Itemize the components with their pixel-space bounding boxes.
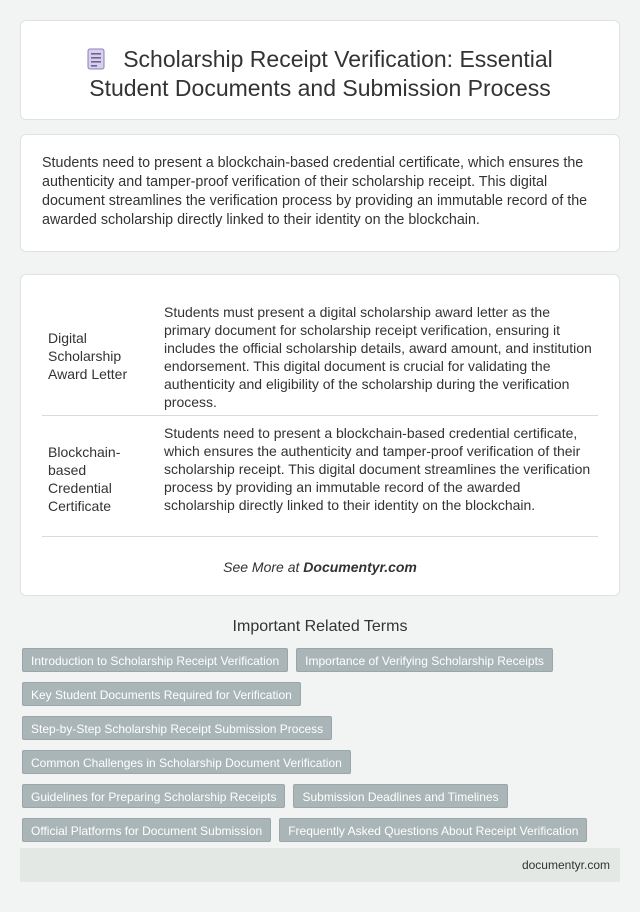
see-more-link[interactable] xyxy=(21,559,619,575)
table-row xyxy=(42,295,598,416)
see-more-site[interactable]: Documentyr.com xyxy=(303,559,417,575)
page-title-text: Scholarship Receipt Verification: Essential Student Documents and Submission Process xyxy=(89,46,553,101)
page-title xyxy=(61,45,579,103)
document-description: Students must present a digital scholarship award letter as the primary document for scholarship receipt verification, ensuring it includes the official scholarship details, award amount, and institution endorsement. This digital document is crucial for validating the authenticity and eligibility of the scholarship during the verification process. xyxy=(164,304,592,410)
table-row xyxy=(42,416,598,537)
related-term-tag[interactable]: Introduction to Scholarship Receipt Verification xyxy=(22,648,288,672)
related-terms-title: Important Related Terms xyxy=(232,618,408,635)
related-term-tag[interactable]: Submission Deadlines and Timelines xyxy=(293,784,507,808)
document-icon xyxy=(87,48,105,70)
related-term-tag[interactable]: Step-by-Step Scholarship Receipt Submission Process xyxy=(22,716,332,740)
intro-card xyxy=(20,134,620,252)
footer-site-link[interactable]: documentyr.com xyxy=(521,858,610,872)
column-divider xyxy=(156,416,158,536)
document-description: Students need to present a blockchain-based credential certificate, which ensures the authenticity and tamper-proof verification of their scholarship receipt. This digital document streamlines the verification process by providing an immutable record of the awarded scholarship directly linked to their identity on the blockchain. xyxy=(164,425,591,513)
intro-text: Students need to present a blockchain-based credential certificate, which ensures the authenticity and tamper-proof verification of their scholarship receipt. This digital document streamlines the verification process by providing an immutable record of the awarded scholarship directly linked to their identity on the blockchain. xyxy=(42,155,588,228)
related-term-tag[interactable]: Official Platforms for Document Submission xyxy=(22,818,271,842)
related-term-tag[interactable]: Key Student Documents Required for Verification xyxy=(22,682,301,706)
footer xyxy=(20,848,620,882)
related-terms-list xyxy=(22,648,618,876)
related-term-tag[interactable]: Common Challenges in Scholarship Document Verification xyxy=(22,750,351,774)
related-term-tag[interactable]: Guidelines for Preparing Scholarship Receipts xyxy=(22,784,285,808)
related-term-tag[interactable]: Importance of Verifying Scholarship Receipts xyxy=(296,648,553,672)
documents-table xyxy=(20,274,620,596)
document-label: Digital Scholarship Award Letter xyxy=(48,330,128,382)
column-divider xyxy=(156,295,158,415)
document-label: Blockchain-based Credential Certificate xyxy=(48,444,121,514)
related-term-tag[interactable]: Frequently Asked Questions About Receipt Verification xyxy=(279,818,587,842)
header-card xyxy=(20,20,620,120)
see-more-prefix: See More at xyxy=(223,559,304,575)
